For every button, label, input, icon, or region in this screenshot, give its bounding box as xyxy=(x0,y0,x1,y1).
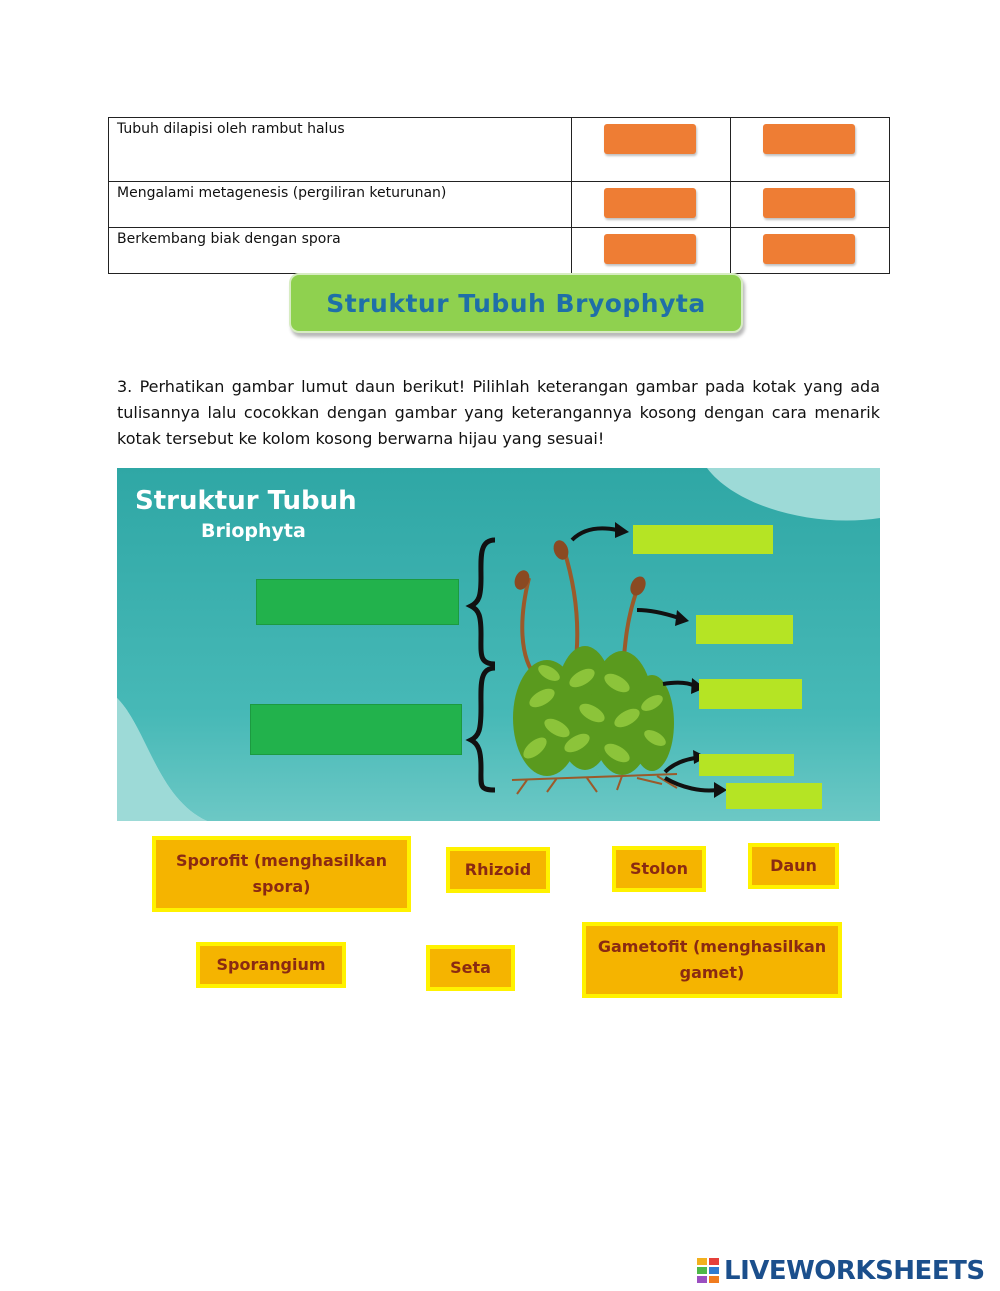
logo-icon xyxy=(697,1258,721,1284)
answer-box-1b[interactable] xyxy=(763,124,855,154)
diagram-title: Struktur Tubuh xyxy=(135,486,357,516)
diagram-subtitle: Briophyta xyxy=(201,520,306,542)
answer-cell xyxy=(571,228,730,274)
answer-box-2b[interactable] xyxy=(763,188,855,218)
label-stolon[interactable]: Stolon xyxy=(612,846,706,892)
label-rhizoid[interactable]: Rhizoid xyxy=(446,847,550,893)
drop-slot-rhizoid-area[interactable] xyxy=(726,783,822,809)
statement-cell: Berkembang biak dengan spora xyxy=(109,228,572,274)
answer-cell xyxy=(730,182,889,228)
statement-cell: Mengalami metagenesis (pergiliran keturunan) xyxy=(109,182,572,228)
statement-cell: Tubuh dilapisi oleh rambut halus xyxy=(109,118,572,182)
answer-cell xyxy=(730,228,889,274)
answer-box-3b[interactable] xyxy=(763,234,855,264)
liveworksheets-logo xyxy=(697,1256,985,1286)
answer-box-3a[interactable] xyxy=(604,234,696,264)
drop-slot-stolon-area[interactable] xyxy=(699,754,794,776)
characteristics-table xyxy=(108,117,890,274)
answer-box-2a[interactable] xyxy=(604,188,696,218)
bryophyta-diagram xyxy=(117,468,880,821)
drop-slot-seta-area[interactable] xyxy=(696,615,793,644)
answer-cell xyxy=(571,182,730,228)
section-heading: Struktur Tubuh Bryophyta xyxy=(326,288,706,318)
answer-cell xyxy=(730,118,889,182)
drop-slot-sporofit-area[interactable] xyxy=(256,579,459,625)
section-heading-banner xyxy=(289,273,743,333)
label-seta[interactable]: Seta xyxy=(426,945,515,991)
answer-box-1a[interactable] xyxy=(604,124,696,154)
drop-slot-sporangium-area[interactable] xyxy=(633,525,773,554)
drop-slot-gametofit-area[interactable] xyxy=(250,704,462,755)
logo-text: LIVEWORKSHEETS xyxy=(724,1256,985,1286)
label-gametofit[interactable]: Gametofit (menghasilkan gamet) xyxy=(582,922,842,998)
table-row xyxy=(109,182,890,228)
answer-cell xyxy=(571,118,730,182)
label-daun[interactable]: Daun xyxy=(748,843,839,889)
drop-slot-daun-area[interactable] xyxy=(699,679,802,709)
table-row xyxy=(109,118,890,182)
instruction-text: 3. Perhatikan gambar lumut daun berikut! Pilihlah keterangan gambar pada kotak yang ada tulisannya lalu cocokkan dengan gambar yang keterangannya kosong dengan cara menarik kotak tersebut ke kolom kosong berwarna hijau yang sesuai! xyxy=(117,377,880,448)
label-sporofit[interactable]: Sporofit (menghasilkan spora) xyxy=(152,836,411,912)
table-row xyxy=(109,228,890,274)
label-sporangium[interactable]: Sporangium xyxy=(196,942,346,988)
